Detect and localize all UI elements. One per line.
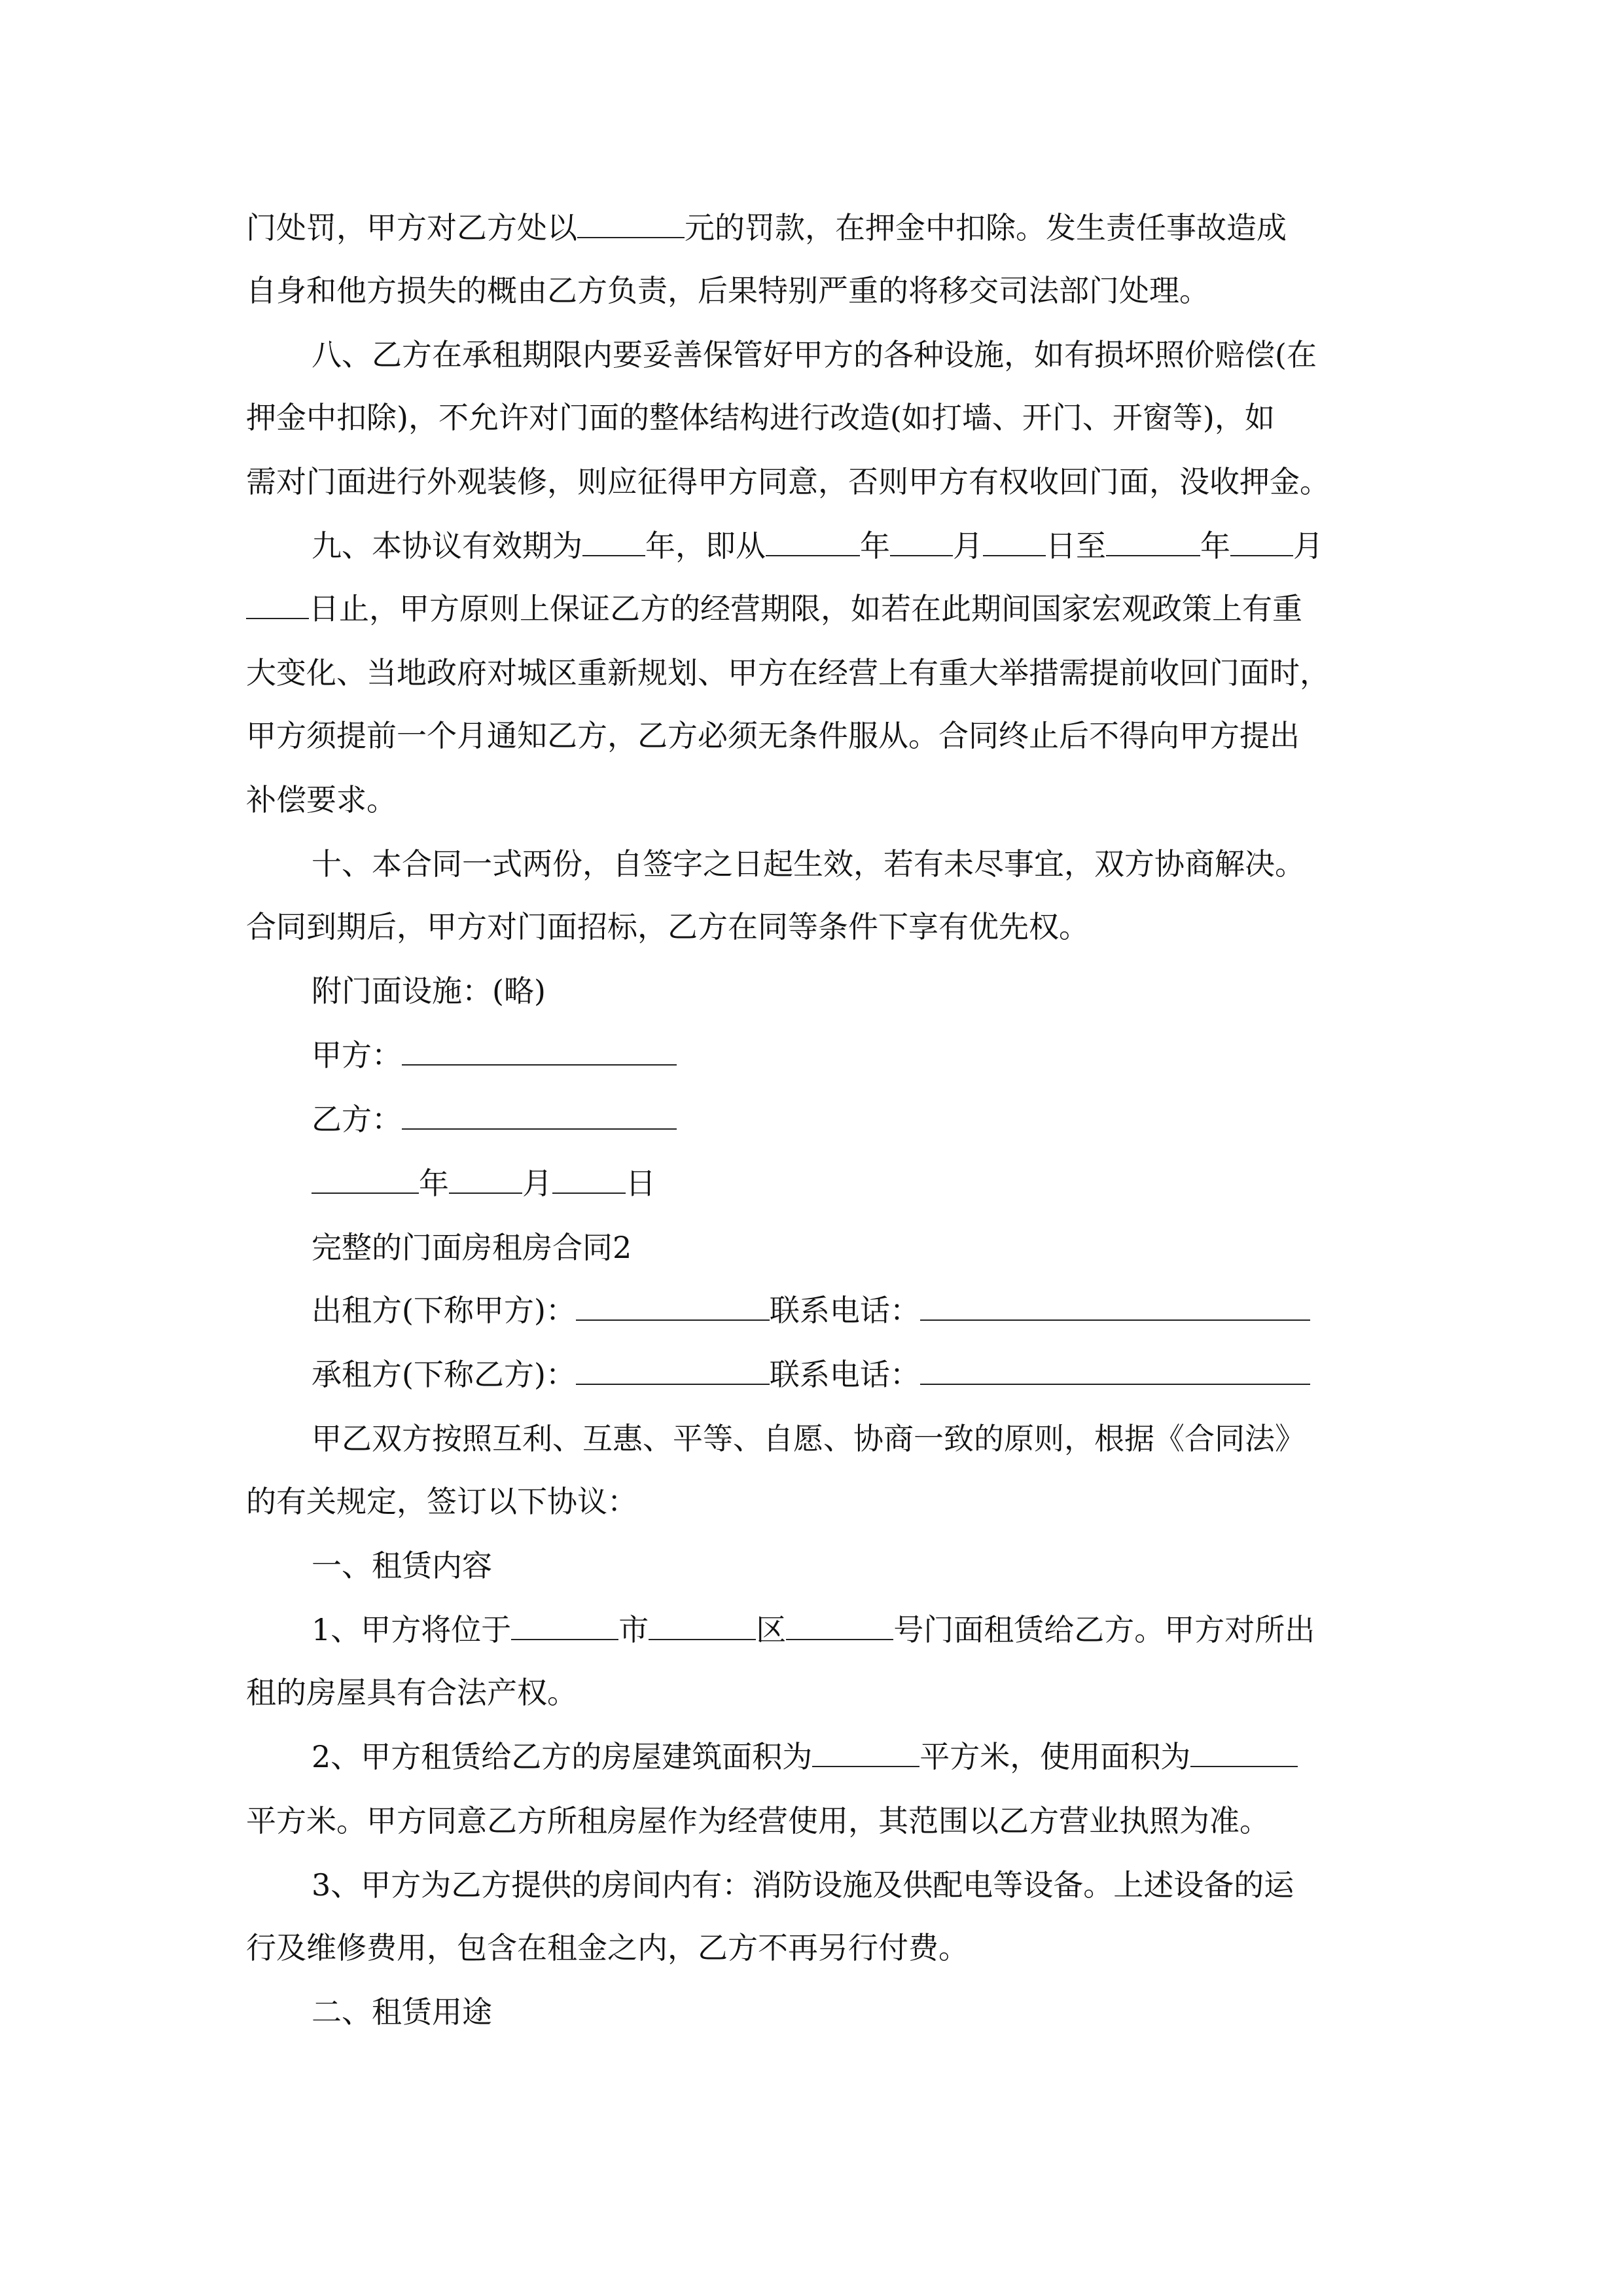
blank-field — [766, 526, 860, 556]
para-line: 大变化、当地政府对城区重新规划、甲方在经营上有重大举措需提前收回门面时， — [246, 655, 1330, 691]
signature-blank — [402, 1035, 677, 1066]
item-1-line: 1、甲方将位于 市 区 号门面租赁给乙方。甲方对所出 — [312, 1610, 1315, 1649]
blank-field — [1190, 1737, 1298, 1767]
para-line: 甲方须提前一个月通知乙方，乙方必须无条件服从。合同终止后不得向甲方提出 — [246, 718, 1300, 753]
blank-field — [786, 1610, 893, 1640]
preamble-line: 甲乙双方按照互利、互惠、平等、自愿、协商一致的原则，根据《合同法》 — [312, 1421, 1305, 1456]
blank-field — [577, 208, 685, 238]
para-line: 租的房屋具有合法产权。 — [246, 1675, 577, 1710]
blank-field — [511, 1610, 618, 1640]
section-1-heading: 一、租赁内容 — [312, 1548, 492, 1583]
signature-blank — [402, 1100, 677, 1130]
lessor-name-blank — [576, 1291, 770, 1321]
para-line: 合同到期后，甲方对门面招标，乙方在同等条件下享有优先权。 — [246, 909, 1089, 944]
lessor-line: 出租方(下称甲方)： 联系电话： — [312, 1291, 1310, 1330]
blank-field — [649, 1610, 756, 1640]
signature-party-a: 甲方： — [312, 1035, 677, 1075]
signature-date: 年 月 日 — [312, 1164, 656, 1203]
para-line: 押金中扣除)，不允许对门面的整体结构进行改造(如打墙、开门、开窗等)，如 — [246, 400, 1275, 435]
contract-title: 完整的门面房租房合同2 — [312, 1230, 632, 1265]
para-line: 自身和他方损失的概由乙方负责，后果特别严重的将移交司法部门处理。 — [246, 273, 1209, 308]
lessee-phone-blank — [920, 1355, 1310, 1385]
para-line: 的有关规定，签订以下协议： — [246, 1484, 637, 1519]
blank-field — [1106, 526, 1200, 556]
appendix-note: 附门面设施：(略) — [312, 973, 546, 1009]
blank-field — [552, 1164, 626, 1194]
clause-8-heading: 八、乙方在承租期限内要妥善保管好甲方的各种设施，如有损坏照价赔偿(在 — [312, 337, 1317, 372]
para-line: 日止，甲方原则上保证乙方的经营期限，如若在此期间国家宏观政策上有重 — [246, 589, 1302, 628]
blank-field — [582, 526, 645, 556]
item-2-line: 2、甲方租赁给乙方的房屋建筑面积为 平方米，使用面积为 — [312, 1737, 1298, 1776]
blank-field — [246, 589, 309, 619]
blank-field — [312, 1164, 419, 1194]
blank-field — [983, 526, 1046, 556]
signature-party-b: 乙方： — [312, 1100, 677, 1139]
para-line: 需对门面进行外观装修，则应征得甲方同意，否则甲方有权收回门面，没收押金。 — [246, 464, 1330, 499]
lessee-line: 承租方(下称乙方)： 联系电话： — [312, 1355, 1310, 1394]
lessee-name-blank — [576, 1355, 770, 1385]
lessor-phone-blank — [920, 1291, 1310, 1321]
para-line: 平方米。甲方同意乙方所租房屋作为经营使用，其范围以乙方营业执照为准。 — [246, 1803, 1270, 1839]
blank-field — [449, 1164, 522, 1194]
item-3-line: 3、甲方为乙方提供的房间内有：消防设施及供配电等设备。上述设备的运 — [312, 1867, 1294, 1903]
para-line: 门处罚，甲方对乙方处以 元的罚款，在押金中扣除。发生责任事故造成 — [246, 208, 1287, 247]
clause-9-heading: 九、本协议有效期为 年，即从 年 月 日至 年 月 — [312, 526, 1323, 565]
clause-10-heading: 十、本合同一式两份，自签字之日起生效，若有未尽事宜，双方协商解决。 — [312, 846, 1305, 882]
blank-field — [1230, 526, 1293, 556]
para-line: 行及维修费用，包含在租金之内，乙方不再另行付费。 — [246, 1930, 969, 1965]
para-line: 补偿要求。 — [246, 782, 397, 817]
blank-field — [812, 1737, 919, 1767]
blank-field — [890, 526, 953, 556]
section-2-heading: 二、租赁用途 — [312, 1994, 492, 2030]
